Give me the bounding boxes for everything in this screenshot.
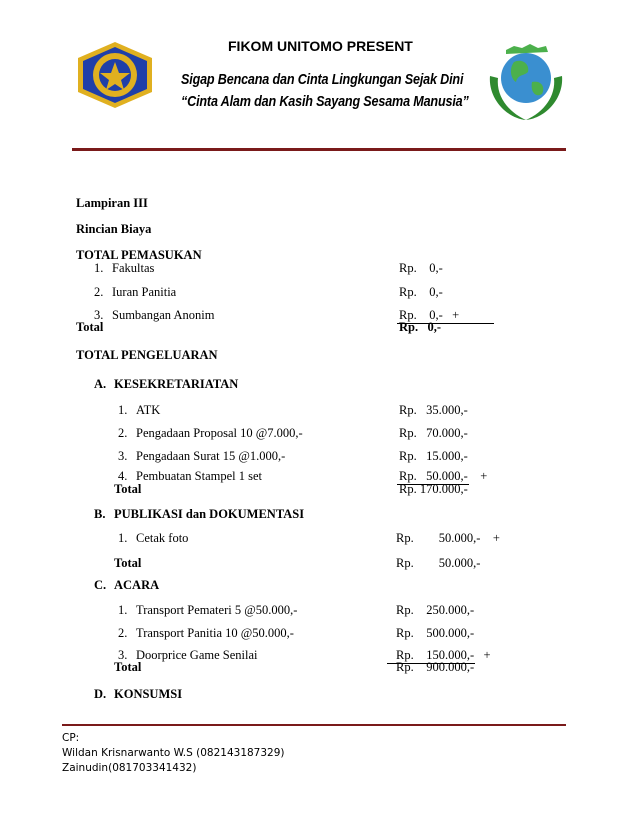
expense-heading: TOTAL PENGELUARAN — [76, 348, 218, 362]
section-a-title: KESEKRETARIATAN — [114, 377, 239, 391]
university-seal-icon — [72, 40, 158, 110]
income-heading: TOTAL PEMASUKAN — [76, 248, 202, 262]
university-logo — [72, 40, 158, 110]
footer-contact-2: Zainudin(081703341432) — [62, 762, 197, 774]
section-c-total-amount: Rp. 900.000,- — [396, 660, 475, 674]
section-b-letter: B. — [94, 507, 106, 521]
section-b-total-amount: Rp. 50.000,- — [396, 556, 481, 570]
section-c-title: ACARA — [114, 578, 160, 592]
income-total-label: Total — [76, 320, 104, 334]
motto: “Cinta Alam dan Kasih Sayang Sesama Manusia” — [181, 93, 469, 110]
footer-cp: CP: — [62, 732, 80, 744]
footer-contact-1: Wildan Krisnarwanto W.S (082143187329) — [62, 747, 285, 759]
header-rule — [72, 148, 566, 151]
appendix-label: Lampiran III — [76, 196, 148, 210]
section-b-total-label: Total — [114, 556, 142, 570]
footer-rule — [62, 724, 566, 726]
section-b-title: PUBLIKASI dan DOKUMENTASI — [114, 507, 305, 521]
subtitle: Rincian Biaya — [76, 222, 152, 236]
section-a-letter: A. — [94, 377, 107, 391]
section-a-total-amount: Rp. 170.000,- — [399, 482, 468, 496]
globe-logo — [484, 36, 568, 122]
section-c-total-label: Total — [114, 660, 142, 674]
section-d-letter: D. — [94, 687, 107, 701]
income-total-amount: Rp. 0,- — [399, 320, 442, 334]
org-title: FIKOM UNITOMO PRESENT — [228, 38, 413, 54]
section-a-total-label: Total — [114, 482, 142, 496]
section-c-letter: C. — [94, 578, 107, 592]
globe-hands-icon — [484, 36, 568, 122]
section-d-title: KONSUMSI — [114, 687, 183, 701]
tagline: Sigap Bencana dan Cinta Lingkungan Sejak Dini — [181, 71, 464, 88]
